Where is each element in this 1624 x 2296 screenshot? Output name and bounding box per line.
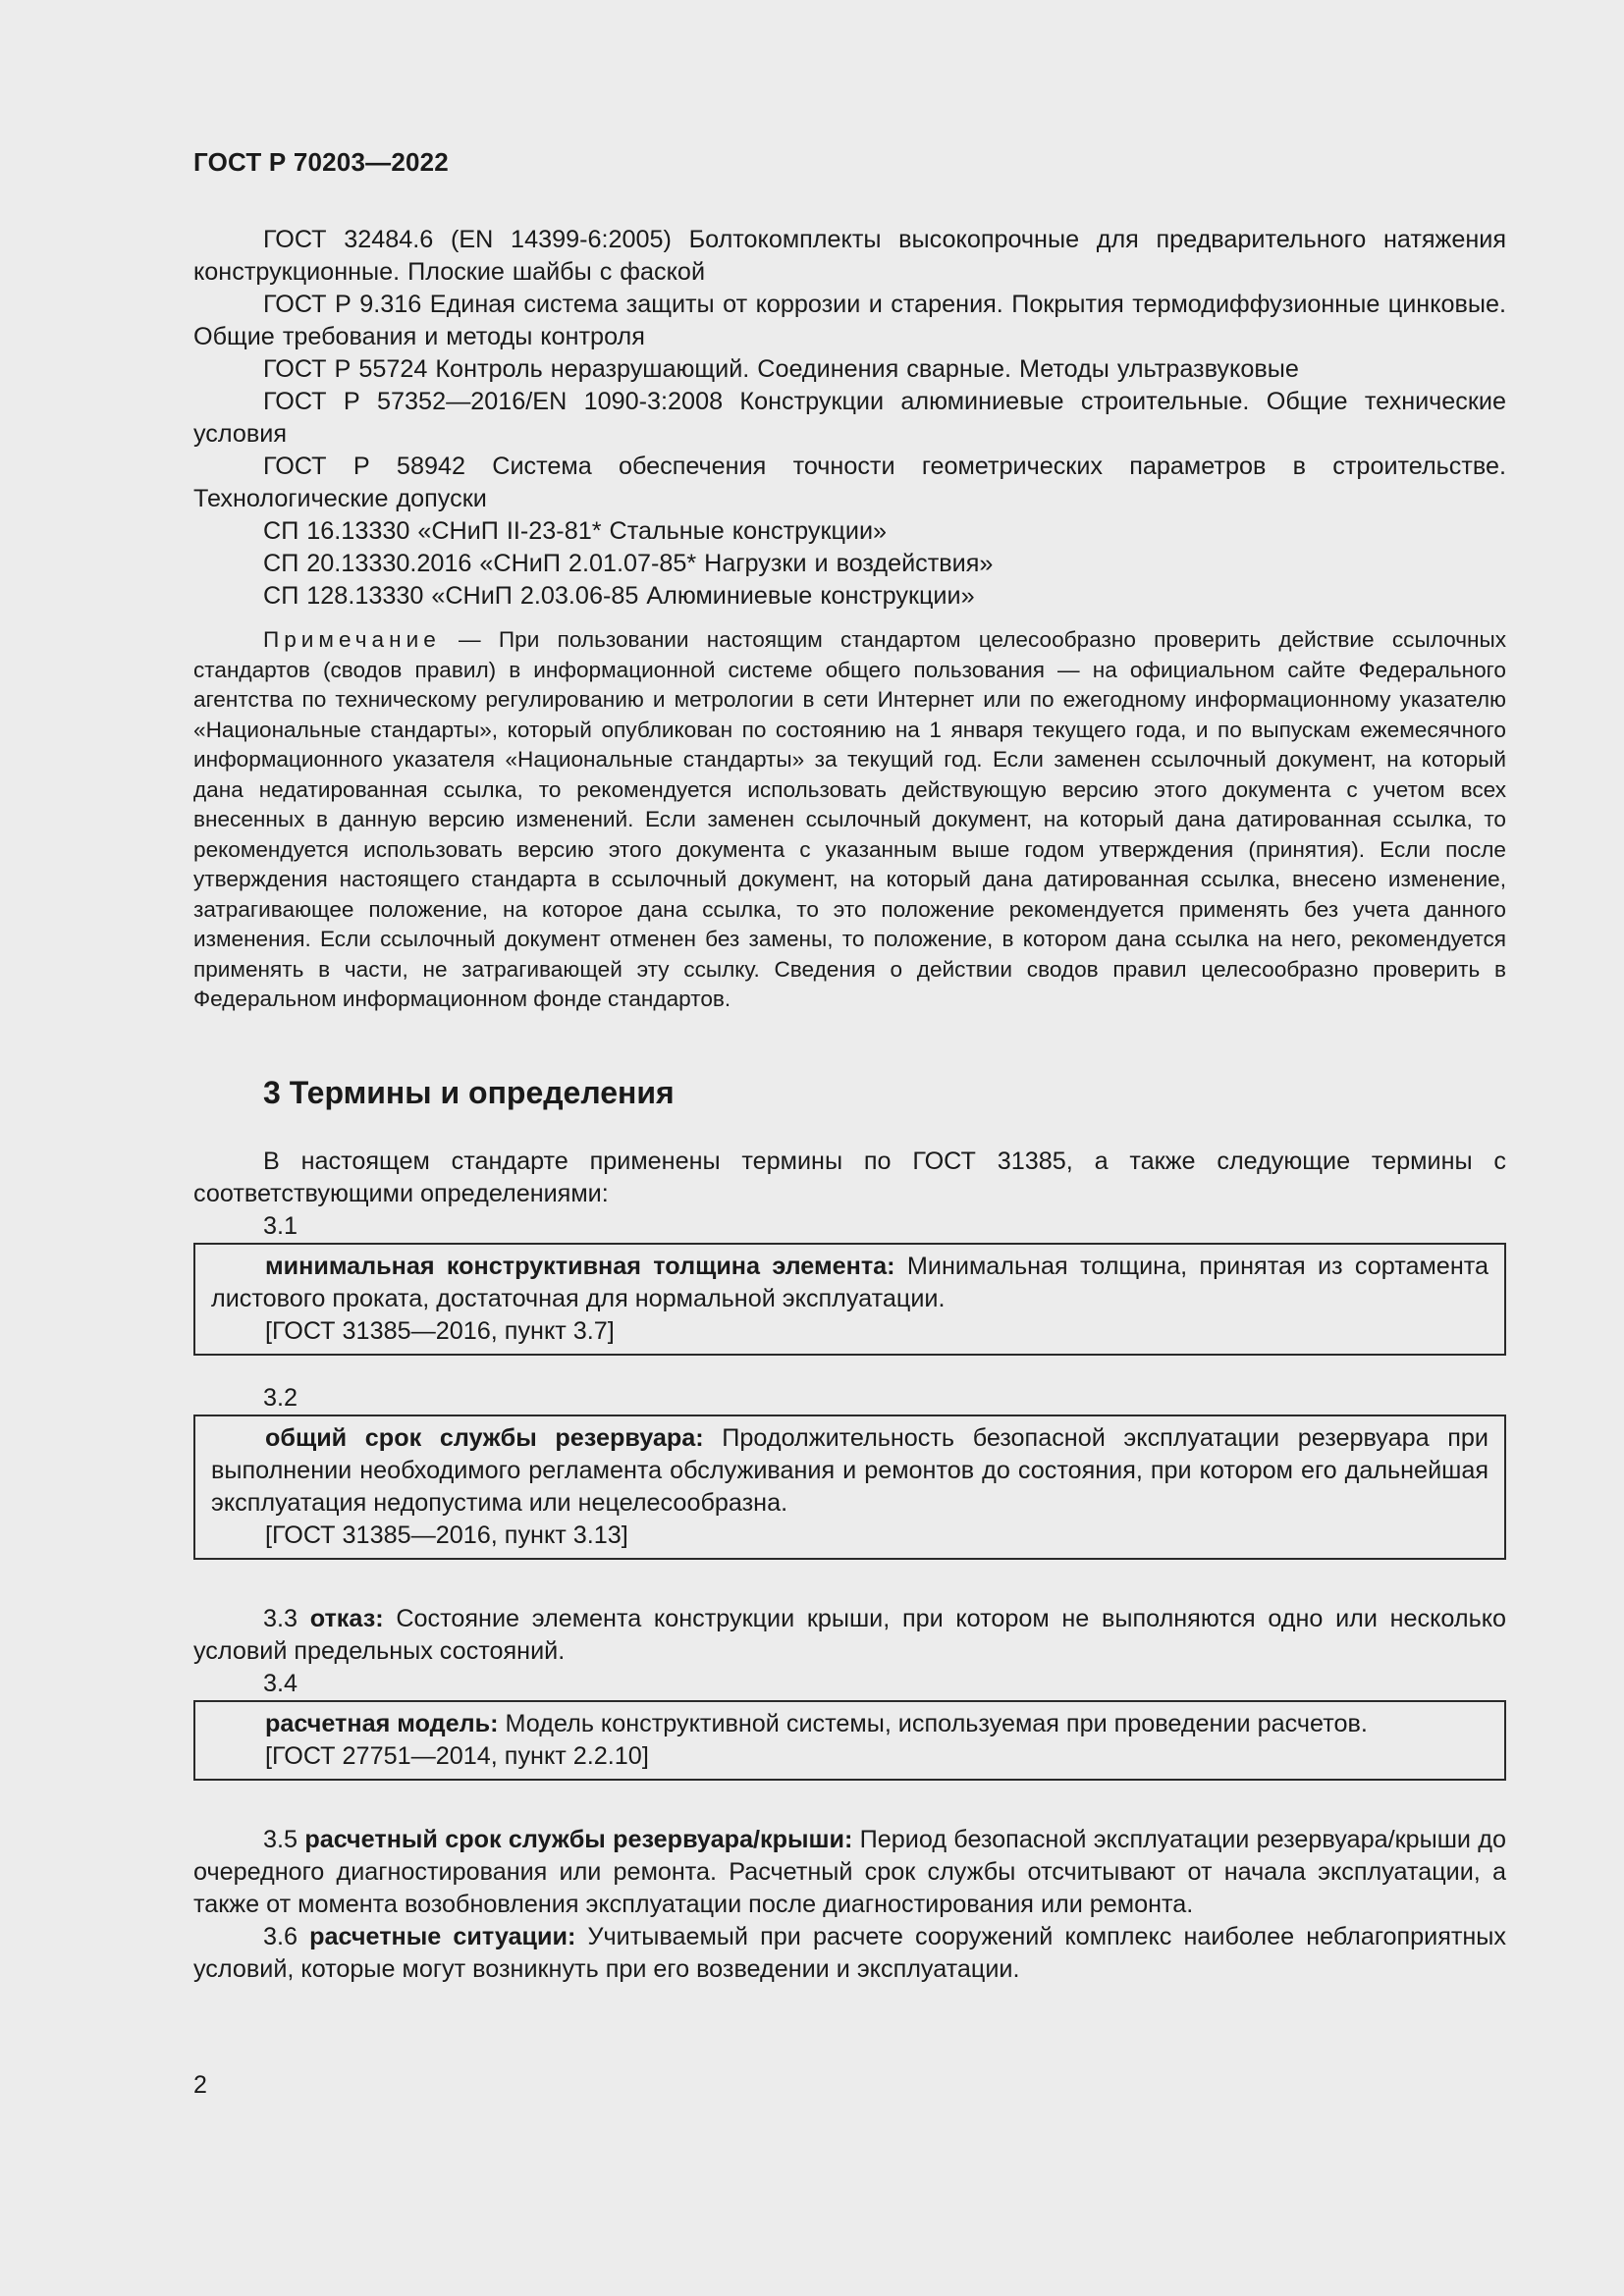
document-header: ГОСТ Р 70203—2022	[193, 147, 449, 177]
note-text: — При пользовании настоящим стандартом целесообразно проверить действие ссылочных стандартов (сводов правил) в информационной системе общего пользования — на официальном сайте Федерального агентства по техническому регулированию и метрологии в сети Интернет или по ежегодному информационному указателю «Национальные стандарты», который опубликован по состоянию на 1 января текущего года, и по выпускам ежемесячного информационного указателя «Национальные стандарты» за текущий год. Если заменен ссылочный документ, на который дана недатированная ссылка, то рекомендуется использовать действующую версию этого документа с учетом всех внесенных в данную версию изменений. Если заменен ссылочный документ, на который дана датированная ссылка, то рекомендуется использовать версию этого документа с указанным выше годом утверждения (принятия). Если после утверждения настоящего стандарта в ссылочный документ, на который дана датированная ссылка, внесено изменение, затрагивающее положение, на которое дана ссылка, то это положение рекомендуется применять без учета данного изменения. Если ссылочный документ отменен без замены, то положение, в котором дана ссылка на него, рекомендуется применять в части, не затрагивающей эту ссылку. Сведения о действии сводов правил целесообразно проверить в Федеральном информационном фонде стандартов.	[193, 627, 1506, 1011]
note-label: Примечание	[263, 627, 441, 652]
reference-item: ГОСТ Р 55724 Контроль неразрушающий. Соединения сварные. Методы ультразвуковые	[263, 355, 1299, 383]
term-box	[193, 1243, 1506, 1356]
term-box	[193, 1415, 1506, 1560]
term-text: Минимальная толщина, принятая из сортамента листового проката, достаточная для нормальной эксплуатации.	[211, 1252, 1489, 1312]
section-intro: В настоящем стандарте применены термины по ГОСТ 31385, а также следующие термины с соответствующими определениями:	[193, 1147, 1506, 1207]
term-name: отказ:	[309, 1604, 384, 1632]
term-paragraph	[193, 1824, 1506, 1921]
term-name: минимальная конструктивная толщина элемента:	[265, 1252, 895, 1280]
section-title: 3 Термины и определения	[263, 1074, 675, 1110]
term-source: [ГОСТ 31385—2016, пункт 3.13]	[265, 1521, 628, 1549]
term-number: 3.1	[263, 1211, 298, 1240]
reference-item: СП 16.13330 «СНиП II-23-81* Стальные конструкции»	[263, 517, 888, 545]
term-source: [ГОСТ 27751—2014, пункт 2.2.10]	[265, 1741, 649, 1770]
page-number: 2	[193, 2071, 207, 2099]
reference-item: ГОСТ 32484.6 (EN 14399-6:2005) Болтокомплекты высокопрочные для предварительного натяжения конструкционные. Плоские шайбы с фаской	[193, 226, 1506, 286]
term-number: 3.5	[263, 1825, 298, 1853]
reference-item: ГОСТ Р 9.316 Единая система защиты от коррозии и старения. Покрытия термодиффузионные цинковые. Общие требования и методы контроля	[193, 291, 1506, 350]
term-paragraph	[193, 1921, 1506, 1986]
term-text: Учитываемый при расчете сооружений комплекс наиболее неблагоприятных условий, которые могут возникнуть при его возведении и эксплуатации.	[193, 1922, 1506, 1983]
note-paragraph	[193, 625, 1506, 1015]
term-paragraph	[193, 1603, 1506, 1668]
term-number: 3.2	[263, 1383, 298, 1412]
term-definition	[211, 1251, 1489, 1315]
reference-item: ГОСТ Р 58942 Система обеспечения точности геометрических параметров в строительстве. Технологические допуски	[193, 453, 1506, 512]
term-name: расчетный срок службы резервуара/крыши:	[304, 1825, 853, 1853]
term-text: Период безопасной эксплуатации резервуара/крыши до очередного диагностирования или ремонта. Расчетный срок службы отсчитывают от начала эксплуатации, а также от момента возобновления эксплуатации после диагностирования или ремонта.	[193, 1825, 1506, 1918]
term-name: общий срок службы резервуара:	[265, 1423, 704, 1452]
term-box	[193, 1700, 1506, 1781]
term-text: Модель конструктивной системы, используемая при проведении расчетов.	[498, 1709, 1368, 1737]
term-definition	[211, 1708, 1489, 1740]
page-content	[193, 224, 1506, 1986]
term-name: расчетная модель:	[265, 1709, 499, 1737]
reference-item: СП 128.13330 «СНиП 2.03.06-85 Алюминиевые конструкции»	[263, 582, 975, 610]
term-text: Продолжительность безопасной эксплуатации резервуара при выполнении необходимого регламента обслуживания и ремонтов до состояния, при котором его дальнейшая эксплуатация недопустима или нецелесообразна.	[211, 1423, 1489, 1517]
reference-item: СП 20.13330.2016 «СНиП 2.01.07-85* Нагрузки и воздействия»	[263, 550, 994, 577]
references-list	[193, 224, 1506, 613]
term-text: Состояние элемента конструкции крыши, при котором не выполняются одно или несколько условий предельных состояний.	[193, 1604, 1507, 1665]
term-name: расчетные ситуации:	[309, 1922, 576, 1950]
term-number: 3.6	[263, 1922, 298, 1950]
term-number: 3.4	[263, 1669, 298, 1697]
term-number: 3.3	[263, 1604, 298, 1632]
reference-item: ГОСТ Р 57352—2016/EN 1090-3:2008 Конструкции алюминиевые строительные. Общие технические условия	[193, 388, 1506, 448]
term-definition	[211, 1422, 1489, 1520]
term-source: [ГОСТ 31385—2016, пункт 3.7]	[265, 1316, 615, 1345]
